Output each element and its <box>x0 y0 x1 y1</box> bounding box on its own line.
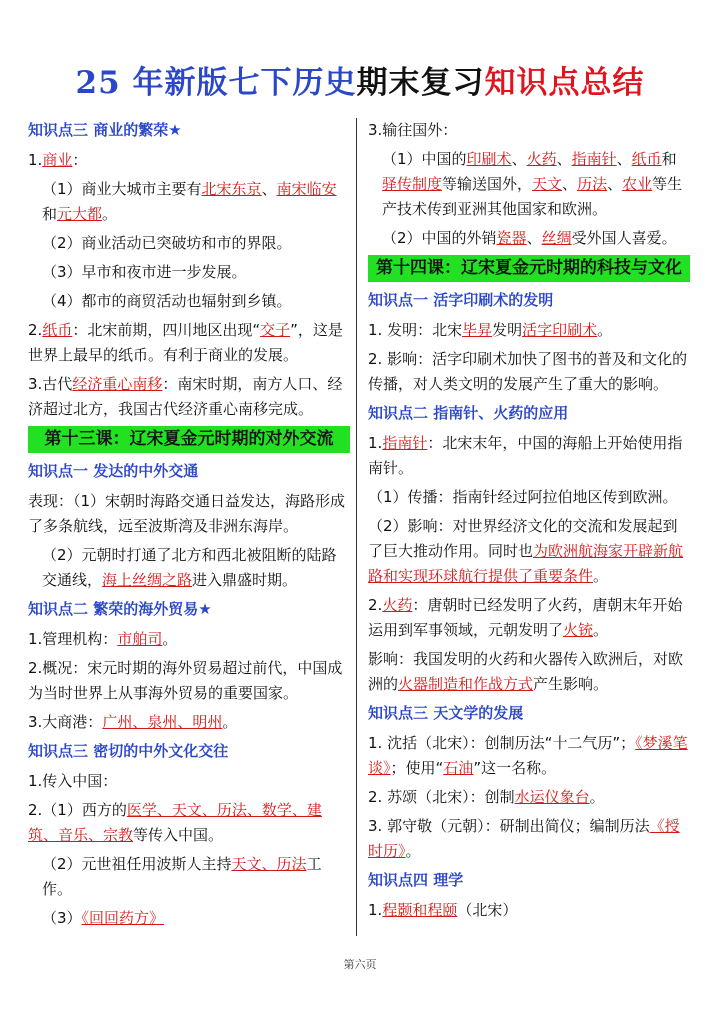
heading-neo-confucianism: 知识点四 理学 <box>368 871 464 889</box>
heading-compass-gunpowder: 知识点二 指南针、火药的应用 <box>368 404 569 422</box>
left-column <box>28 118 350 935</box>
lesson-14-banner: 第十四课：辽宋夏金元时期的科技与文化 <box>368 255 690 282</box>
paper-money-paragraph: 2.纸币：北宋前期，四川地区出现“交子”，这是世界上最早的纸币。有利于商业的发展。 <box>28 321 343 364</box>
culture-point-4: （3）《回回药方》 <box>42 909 165 927</box>
commerce-point-4: （4）都市的商贸活动也辐射到乡镇。 <box>42 292 292 310</box>
printing-point-1: 1. 发明：北宋毕昇发明活字印刷术。 <box>368 321 613 339</box>
page-number: 第六页 <box>343 958 377 971</box>
column-divider <box>356 118 357 936</box>
page-title <box>0 62 720 104</box>
trade-point-1: 1.管理机构：市舶司。 <box>28 630 178 648</box>
heading-trade: 知识点二 繁荣的海外贸易★ <box>28 600 212 618</box>
economic-center-paragraph: 3.古代经济重心南移：南宋时期，南方人口、经济超过北方，我国古代经济重心南移完成。 <box>28 375 343 418</box>
culture-point-2: 2.（1）西方的医学、天文、历法、数学、建筑、音乐、宗教等传入中国。 <box>28 801 322 844</box>
heading-transport: 知识点一 发达的中外交通 <box>28 462 199 480</box>
heading-culture-exchange: 知识点三 密切的中外文化交往 <box>28 742 229 760</box>
trade-point-2: 2.概况：宋元时期的海外贸易超过前代，中国成为当时世界上从事海外贸易的重要国家。 <box>28 659 343 702</box>
title-part-1: 25 年新版七下历史 <box>75 65 357 101</box>
compass-point-3: （2）影响：对世界经济文化的交流和发展起到了巨大推动作用。同时也为欧洲航海家开辟新航路和实现环球航行提供了重要条件。 <box>368 517 684 585</box>
transport-point-2: （2）元朝时打通了北方和西北被阻断的陆路交通线，海上丝绸之路进入鼎盛时期。 <box>42 546 337 589</box>
title-part-2: 期末复习 <box>356 65 485 101</box>
right-column <box>368 118 690 927</box>
gunpowder-point-1: 2.火药：唐朝时已经发明了火药，唐朝末年开始运用到军事领域，元朝发明了火铳。 <box>368 596 683 639</box>
transport-point-1: 表现：（1）宋朝时海路交通日益发达，海路形成了多条航线，远至波斯湾及非洲东海岸。 <box>28 492 346 535</box>
commerce-point-1: （1）商业大城市主要有北宋东京、南宋临安和元大都。 <box>42 180 337 223</box>
export-title: 3.输往国外： <box>368 121 458 139</box>
lesson-13-banner: 第十三课：辽宋夏金元时期的对外交流 <box>28 426 350 453</box>
trade-point-3: 3.大商港：广州、泉州、明州。 <box>28 713 238 731</box>
astronomy-point-1: 1. 沈括（北宋）：创制历法“十二气历”；《梦溪笔谈》；使用“石油”这一名称。 <box>368 734 688 777</box>
export-point-1: （1）中国的印刷术、火药、指南针、纸币和驿传制度等输送国外，天文、历法、农业等生产技术传到亚洲其他国家和欧洲。 <box>382 150 683 218</box>
star-icon: ★ <box>198 600 212 618</box>
star-icon: ★ <box>168 121 182 139</box>
compass-point-1: 1.指南针：北宋末年，中国的海船上开始使用指南针。 <box>368 434 683 477</box>
printing-point-2: 2. 影响：活字印刷术加快了图书的普及和文化的传播，对人类文明的发展产生了重大的影响。 <box>368 350 688 393</box>
gunpowder-point-2: 影响：我国发明的火药和火器传入欧洲后，对欧洲的火器制造和作战方式产生影响。 <box>368 650 684 693</box>
heading-printing: 知识点一 活字印刷术的发明 <box>368 291 554 309</box>
heading-astronomy: 知识点三 天文学的发展 <box>368 704 524 722</box>
astronomy-point-3: 3. 郭守敬（元朝）：研制出简仪；编制历法《授时历》。 <box>368 817 680 860</box>
astronomy-point-2: 2. 苏颂（北宋）：创制水运仪象台。 <box>368 788 605 806</box>
export-point-2: （2）中国的外销瓷器、丝绸受外国人喜爱。 <box>382 229 677 247</box>
compass-point-2: （1）传播：指南针经过阿拉伯地区传到欧洲。 <box>368 488 678 506</box>
title-part-3: 知识点总结 <box>484 65 645 101</box>
commerce-point-3: （3）早市和夜市进一步发展。 <box>42 263 247 281</box>
heading-commerce: 知识点三 商业的繁荣★ <box>28 121 182 139</box>
culture-point-1: 1.传入中国： <box>28 772 118 790</box>
neo-confucianism-point-1: 1.程颢和程颐（北宋） <box>368 901 518 919</box>
commerce-point-2: （2）商业活动已突破坊和市的界限。 <box>42 234 292 252</box>
commerce-title: 1.商业： <box>28 151 88 169</box>
culture-point-3: （2）元世祖任用波斯人主持天文、历法工作。 <box>42 855 322 898</box>
